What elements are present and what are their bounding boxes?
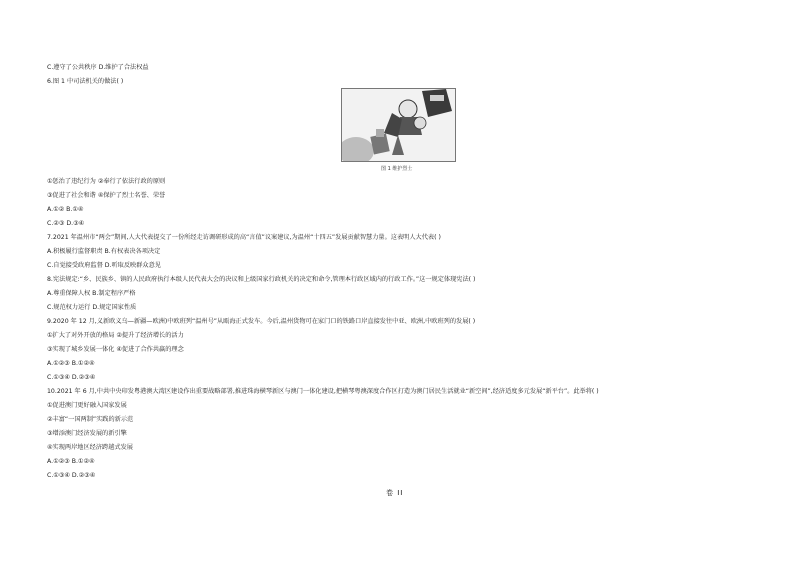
question-10-stem: 10.2021 年 6 月,中共中央印发粤港澳大湾区建设作出重要战略部署,推进珠海横琴新区与澳门一体化建设,把横琴粤澳深度合作区打造为澳门居民生活就业“新空间”,经济适度多元发展“新平台”。此举将( ) [47,388,599,395]
figure-caption: 图 1 维护烈士 [381,166,413,172]
question-6-choices-cd: C.②③ D.③④ [47,220,85,227]
question-10-choices-ab: A.①②③ B.①②④ [47,458,95,465]
question-7-choices-cd: C.自觉接受政府监督 D.听取反映群众意见 [47,262,161,269]
question-10-option-1: ①促进澳门更好融入国家发展 [47,402,127,409]
question-6-stem: 6.图 1 中司法机关的做法( ) [47,78,124,85]
section-heading: 卷 II [386,489,404,497]
question-8-choices-ab: A.尊重保障人权 B.制定程序严格 [47,290,136,297]
question-9-options-34: ③实现了城乡发展一体化 ④促进了合作共赢的理念 [47,346,184,353]
cartoon-illustration [342,89,455,161]
question-6-options-12: ①惩治了违纪行为 ②奉行了依法行政的原则 [47,178,166,185]
question-6-choices-ab: A.①② B.①④ [47,206,84,213]
question-10-option-2: ②丰富“一国两制”实践的新示范 [47,416,134,423]
question-10-choices-cd: C.①③④ D.②③④ [47,472,96,479]
question-9-choices-cd: C.①③④ D.②③④ [47,374,96,381]
question-5-options-cd: C.遵守了公共秩序 D.维护了合法权益 [47,64,149,71]
question-7-stem: 7.2021 年温州市“两会”期间,人大代表提交了一份所经走访调研形成的高“言值”议案建议,为温州“十四五”发展贡献智慧力量。这表明人大代表( ) [47,234,441,241]
question-9-choices-ab: A.①②③ B.①②④ [47,360,95,367]
question-10-option-3: ③增添澳门经济发展的新引擎 [47,430,127,437]
question-7-choices-ab: A.积极履行监督职责 B.有权表决各项决定 [47,248,161,255]
question-6-options-34: ③促进了社会和谐 ④保护了烈士名誉、荣誉 [47,192,166,199]
question-9-stem: 9.2020 年 12 月,义新欧义乌—新疆—欧洲)中欧班列“温州号”从瓯海正式发车。今后,温州货物可在家门口的铁路口岸直接发往中亚、欧洲,中欧班列的发展( ) [47,318,476,325]
question-8-stem: 8.宪法规定:“乡、民族乡、镇的人民政府执行本级人民代表大会的决议和上级国家行政机关的决定和命令,管理本行政区域内的行政工作。”这一规定体现宪法( ) [47,276,476,283]
question-10-option-4: ④实现两岸地区经济跨越式发展 [47,444,133,451]
question-9-options-12: ①扩大了对外开放的格局 ②提升了经济增长的活力 [47,332,184,339]
question-8-choices-cd: C.规范权力运行 D.规定国家性质 [47,304,137,311]
cartoon-figure [341,88,456,162]
